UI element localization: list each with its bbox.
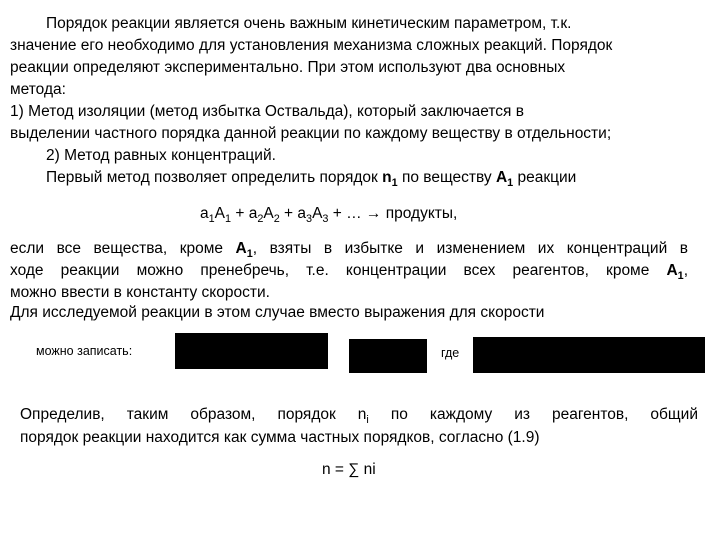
order-symbol: n xyxy=(382,169,392,186)
condition-l2-post: , xyxy=(683,262,688,279)
first-method-pre: Первый метод позволяет определить порядок xyxy=(46,169,383,186)
substance-symbol: A xyxy=(495,169,508,186)
eq-reagent-1-sub: 1 xyxy=(225,212,232,225)
eq-reagent-3: A xyxy=(312,205,323,222)
method-1-line-1: 1) Метод изоляции (метод избытка Оствальда), который заключается в xyxy=(10,103,524,120)
eq-reagent-1: A xyxy=(214,205,225,222)
eq-reagent-2: A xyxy=(263,205,274,222)
eq-coef-3-sub: 3 xyxy=(306,212,313,225)
conclusion-l1-post: по каждому из реагентов, общий xyxy=(368,406,698,423)
eq-tail: + … xyxy=(328,205,366,222)
eq-coef-2: a xyxy=(248,205,258,222)
sigma-icon: ∑ xyxy=(348,461,360,478)
condition-line-2 xyxy=(10,260,688,282)
method-1-line-2: выделении частного порядка данной реакции по каждому веществу в отдельности; xyxy=(10,125,612,142)
eq-coef-3: a xyxy=(297,205,307,222)
order-subscript: 1 xyxy=(391,176,398,189)
intro-line-1: Порядок реакции является очень важным кинетическим параметром, т.к. xyxy=(46,15,572,32)
redacted-formula-1 xyxy=(175,333,328,369)
method-2-line: 2) Метод равных концентраций. xyxy=(46,147,276,164)
sum-rhs: ni xyxy=(359,461,376,478)
condition-l1-subscript: 1 xyxy=(246,247,253,260)
redacted-formula-2 xyxy=(349,339,427,373)
intro-line-4: метода: xyxy=(10,81,66,98)
intro-line-3: реакции определяют экспериментально. При этом используют два основных xyxy=(10,59,566,76)
total-order-formula xyxy=(322,459,376,481)
condition-l2-pre: ходе реакции можно пренебречь, т.е. концентрации всех реагентов, кроме xyxy=(10,262,667,279)
reaction-equation xyxy=(200,203,457,225)
condition-line-1 xyxy=(10,238,688,260)
condition-l2-symbol: A xyxy=(666,262,678,279)
where-label: где xyxy=(441,346,460,360)
eq-coef-1-sub: 1 xyxy=(208,212,215,225)
arrow-icon: → xyxy=(365,205,382,222)
condition-l1-pre: если все вещества, кроме xyxy=(10,240,236,257)
eq-coef-1: a xyxy=(200,205,209,222)
eq-plus-1: + xyxy=(231,205,249,222)
eq-reagent-2-sub: 2 xyxy=(273,212,280,225)
condition-l2-subscript: 1 xyxy=(677,269,684,282)
conclusion-l1-pre: Определив, таким образом, порядок n xyxy=(20,406,367,423)
sum-lhs: n = xyxy=(322,461,349,478)
redacted-formula-3 xyxy=(473,337,705,373)
conclusion-l1-subscript: i xyxy=(366,413,369,426)
first-method-post: реакции xyxy=(513,169,577,186)
first-method-line xyxy=(46,167,576,189)
first-method-mid: по веществу xyxy=(397,169,496,186)
conclusion-line-1 xyxy=(20,404,698,426)
eq-product: продукты, xyxy=(381,205,458,222)
condition-l1-post: , взяты в избытке и изменением их концентраций в xyxy=(252,240,688,257)
condition-l1-symbol: A xyxy=(235,240,247,257)
eq-reagent-3-sub: 3 xyxy=(322,212,329,225)
formula-label: можно записать: xyxy=(36,344,133,358)
substance-subscript: 1 xyxy=(507,176,514,189)
rate-intro-line: Для исследуемой реакции в этом случае вместо выражения для скорости xyxy=(10,304,545,321)
eq-coef-2-sub: 2 xyxy=(257,212,264,225)
condition-line-3: можно ввести в константу скорости. xyxy=(10,284,270,301)
eq-plus-2: + xyxy=(279,205,298,222)
intro-line-2: значение его необходимо для установления механизма сложных реакций. Порядок xyxy=(10,37,613,54)
conclusion-line-2: порядок реакции находится как сумма частных порядков, согласно (1.9) xyxy=(20,429,540,446)
